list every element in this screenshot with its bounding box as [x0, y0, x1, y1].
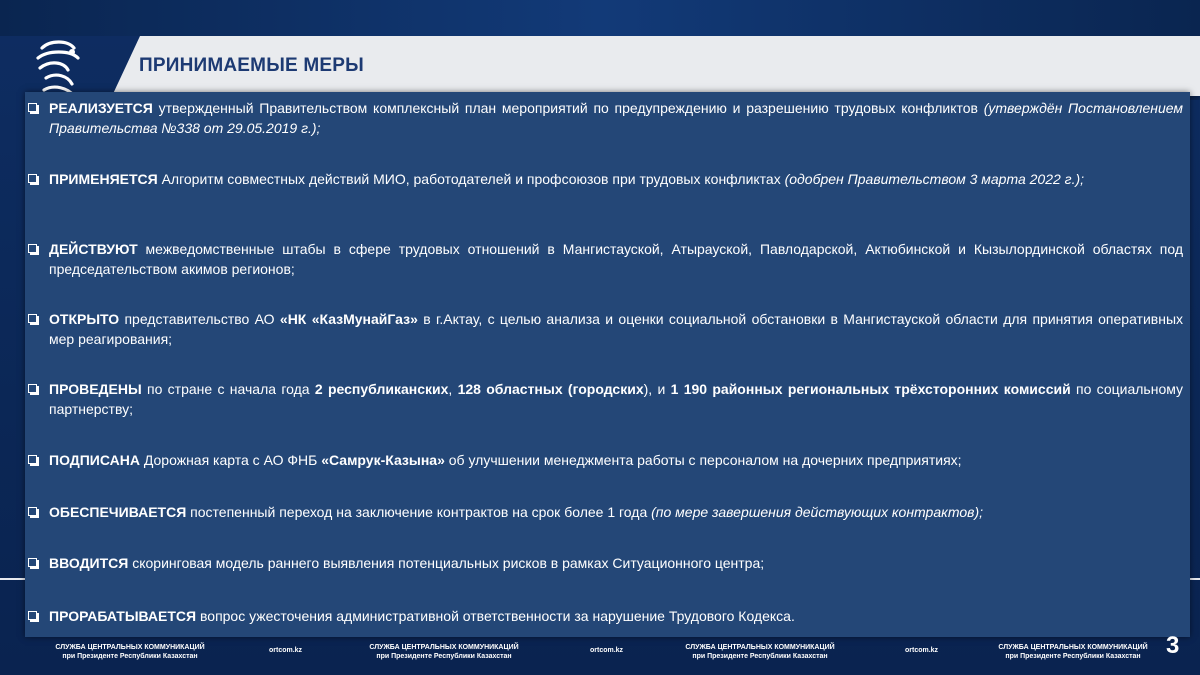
item-text: в г.Актау, с целью анализа и оценки социальной обстановки в Мангистауской области для принятия оперативных мер реагирования; [49, 311, 1184, 347]
checkbox-bullet-icon [28, 507, 37, 516]
checkbox-bullet-icon [28, 611, 37, 620]
item-note: (по мере завершения действующих контрактов); [651, 504, 984, 520]
checkbox-bullet-icon [28, 103, 37, 112]
item-keyword: ПОДПИСАНА [49, 452, 140, 468]
item-text: Дорожная карта с АО ФНБ [139, 452, 322, 468]
checkbox-bullet-icon [28, 455, 37, 464]
item-text: представительство АО [119, 311, 280, 327]
top-band [0, 0, 1200, 36]
footer-org: СЛУЖБА ЦЕНТРАЛЬНЫХ КОММУНИКАЦИЙ при Президенте Республики Казахстан [55, 644, 205, 660]
item-text: утвержденный Правительством комплексный план мероприятий по предупреждению и разрешению трудовых конфликтов [152, 100, 984, 116]
item-note: (одобрен Правительством 3 марта 2022 г.); [784, 171, 1085, 187]
footer-site: ortcom.kz [590, 647, 624, 654]
list-item [25, 169, 1183, 189]
item-text: Алгоритм совместных действий МИО, работодателей и профсоюзов при трудовых конфликтах [157, 171, 785, 187]
item-keyword: ПРОВЕДЕНЫ [49, 381, 142, 397]
footer-org: СЛУЖБА ЦЕНТРАЛЬНЫХ КОММУНИКАЦИЙ при Президенте Республики Казахстан [685, 644, 835, 660]
list-item [25, 379, 1183, 419]
content-panel [25, 92, 1190, 637]
footer [0, 638, 1200, 675]
item-keyword: ПРОРАБАТЫВАЕТСЯ [49, 608, 197, 624]
list-item [25, 239, 1183, 279]
item-text: межведомственные штабы в сфере трудовых отношений в Мангистауской, Атырауской, Павлодарской, Актюбинской и Кызылординской областях под председательством акимов регионов; [49, 241, 1183, 277]
page-title: ПРИНИМАЕМЫЕ МЕРЫ [139, 55, 364, 76]
item-keyword: ПРИМЕНЯЕТСЯ [49, 171, 158, 187]
item-text: , [448, 381, 458, 397]
item-text: по социальному партнерству; [49, 381, 1184, 417]
item-text: скоринговая модель раннего выявления потенциальных рисков в рамках Ситуационного центра; [128, 555, 765, 571]
footer-org: СЛУЖБА ЦЕНТРАЛЬНЫХ КОММУНИКАЦИЙ при Президенте Республики Казахстан [369, 644, 519, 660]
checkbox-bullet-icon [28, 384, 37, 393]
item-text: постепенный переход на заключение контрактов на срок более 1 года [186, 504, 652, 520]
list-item [25, 606, 1183, 626]
checkbox-bullet-icon [28, 558, 37, 567]
checkbox-bullet-icon [28, 244, 37, 253]
item-keyword: ВВОДИТСЯ [49, 555, 129, 571]
company-name: «НК «КазМунайГаз» [279, 311, 418, 327]
footer-org: СЛУЖБА ЦЕНТРАЛЬНЫХ КОММУНИКАЦИЙ при Президенте Республики Казахстан [998, 644, 1148, 660]
footer-site: ortcom.kz [269, 647, 303, 654]
list-item [25, 553, 1183, 573]
list-item [25, 450, 1183, 470]
item-note: (утверждён Постановлением Правительства №338 от 29.05.2019 г.); [49, 100, 1183, 136]
item-keyword: РЕАЛИЗУЕТСЯ [49, 100, 153, 116]
item-text: ), и [643, 381, 671, 397]
page-number: 3 [1166, 632, 1180, 659]
highlight-count: 1 190 районных региональных трёхсторонних комиссий [670, 381, 1071, 397]
list-item [25, 502, 1183, 522]
item-text: по стране с начала года [141, 381, 315, 397]
item-text: вопрос ужесточения административной ответственности за нарушение Трудового Кодекса. [196, 608, 795, 624]
item-keyword: ОТКРЫТО [49, 311, 120, 327]
highlight-count: 2 республиканских [314, 381, 449, 397]
list-item [25, 98, 1183, 138]
item-text: об улучшении менеджмента работы с персоналом на дочерних предприятиях; [444, 452, 962, 468]
item-keyword: ОБЕСПЕЧИВАЕТСЯ [49, 504, 187, 520]
company-name: «Самрук-Казына» [321, 452, 445, 468]
highlight-count: 128 областных (городских [457, 381, 644, 397]
checkbox-bullet-icon [28, 314, 37, 323]
checkbox-bullet-icon [28, 174, 37, 183]
footer-site: ortcom.kz [905, 647, 939, 654]
item-keyword: ДЕЙСТВУЮТ [49, 241, 138, 257]
list-item [25, 309, 1183, 349]
